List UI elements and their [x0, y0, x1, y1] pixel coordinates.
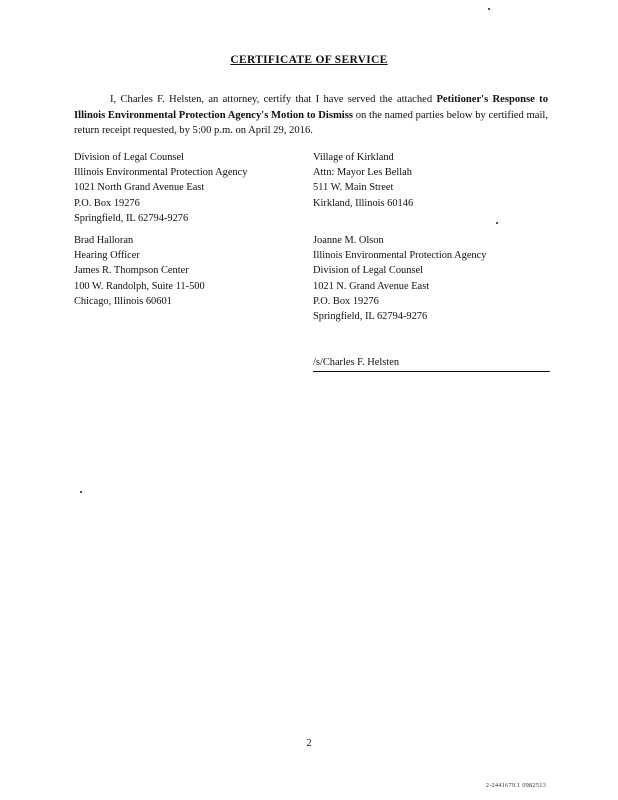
signature-line: /s/Charles F. Helsten — [313, 356, 550, 372]
scan-speck — [80, 491, 82, 493]
address-line: P.O. Box 19276 — [74, 197, 140, 209]
served-document-name: Petitioner's Response to Illinois Environmental Protection Agency's Motion to Dismiss — [74, 94, 548, 121]
address-line: 1021 North Grand Avenue East — [74, 182, 205, 194]
address-line: Division of Legal Counsel — [74, 152, 184, 163]
address-line: 1021 N. Grand Avenue East — [313, 280, 430, 292]
address-line: Illinois Environmental Protection Agency — [74, 167, 248, 179]
address-line: 511 W. Main Street — [313, 182, 394, 194]
address-block-joanne-olson — [313, 233, 486, 324]
address-line: James R. Thompson Center — [74, 265, 189, 277]
address-line: Attn: Mayor Les Bellah — [313, 167, 412, 179]
address-line: Illinois Environmental Protection Agency — [313, 250, 487, 262]
certificate-title: CERTIFICATE OF SERVICE — [230, 54, 388, 66]
address-line: Division of Legal Counsel — [313, 265, 423, 277]
certificate-statement — [74, 92, 548, 139]
statement-lead: I, Charles F. Helsten, an attorney, certify that I have served the attached — [110, 94, 437, 105]
address-block-village-of-kirkland — [313, 150, 413, 211]
address-line: P.O. Box 19276 — [313, 295, 379, 307]
scan-speck — [496, 222, 498, 224]
address-line: Brad Halloran — [74, 235, 134, 246]
address-line: Springfield, IL 62794-9276 — [74, 212, 189, 224]
statement-tail: on the named parties below by certified mail, return receipt requested, by 5:00 p.m. on April 29, 2016. — [74, 109, 548, 136]
address-block-division-legal-counsel — [74, 150, 247, 226]
address-block-hearing-officer — [74, 233, 205, 309]
address-line: Chicago, Illinois 60601 — [74, 295, 172, 307]
address-line: Village of Kirkland — [313, 152, 394, 163]
address-line: Springfield, IL 62794-9276 — [313, 311, 428, 323]
address-line: Hearing Officer — [74, 250, 140, 262]
scan-speck — [488, 8, 490, 10]
address-line: Joanne M. Olson — [313, 235, 384, 246]
address-line: 100 W. Randolph, Suite 11-500 — [74, 280, 205, 292]
page-number: 2 — [306, 738, 312, 749]
address-line: Kirkland, Illinois 60146 — [313, 197, 414, 209]
document-id: 2-2441679.1 0982513 — [485, 782, 546, 789]
